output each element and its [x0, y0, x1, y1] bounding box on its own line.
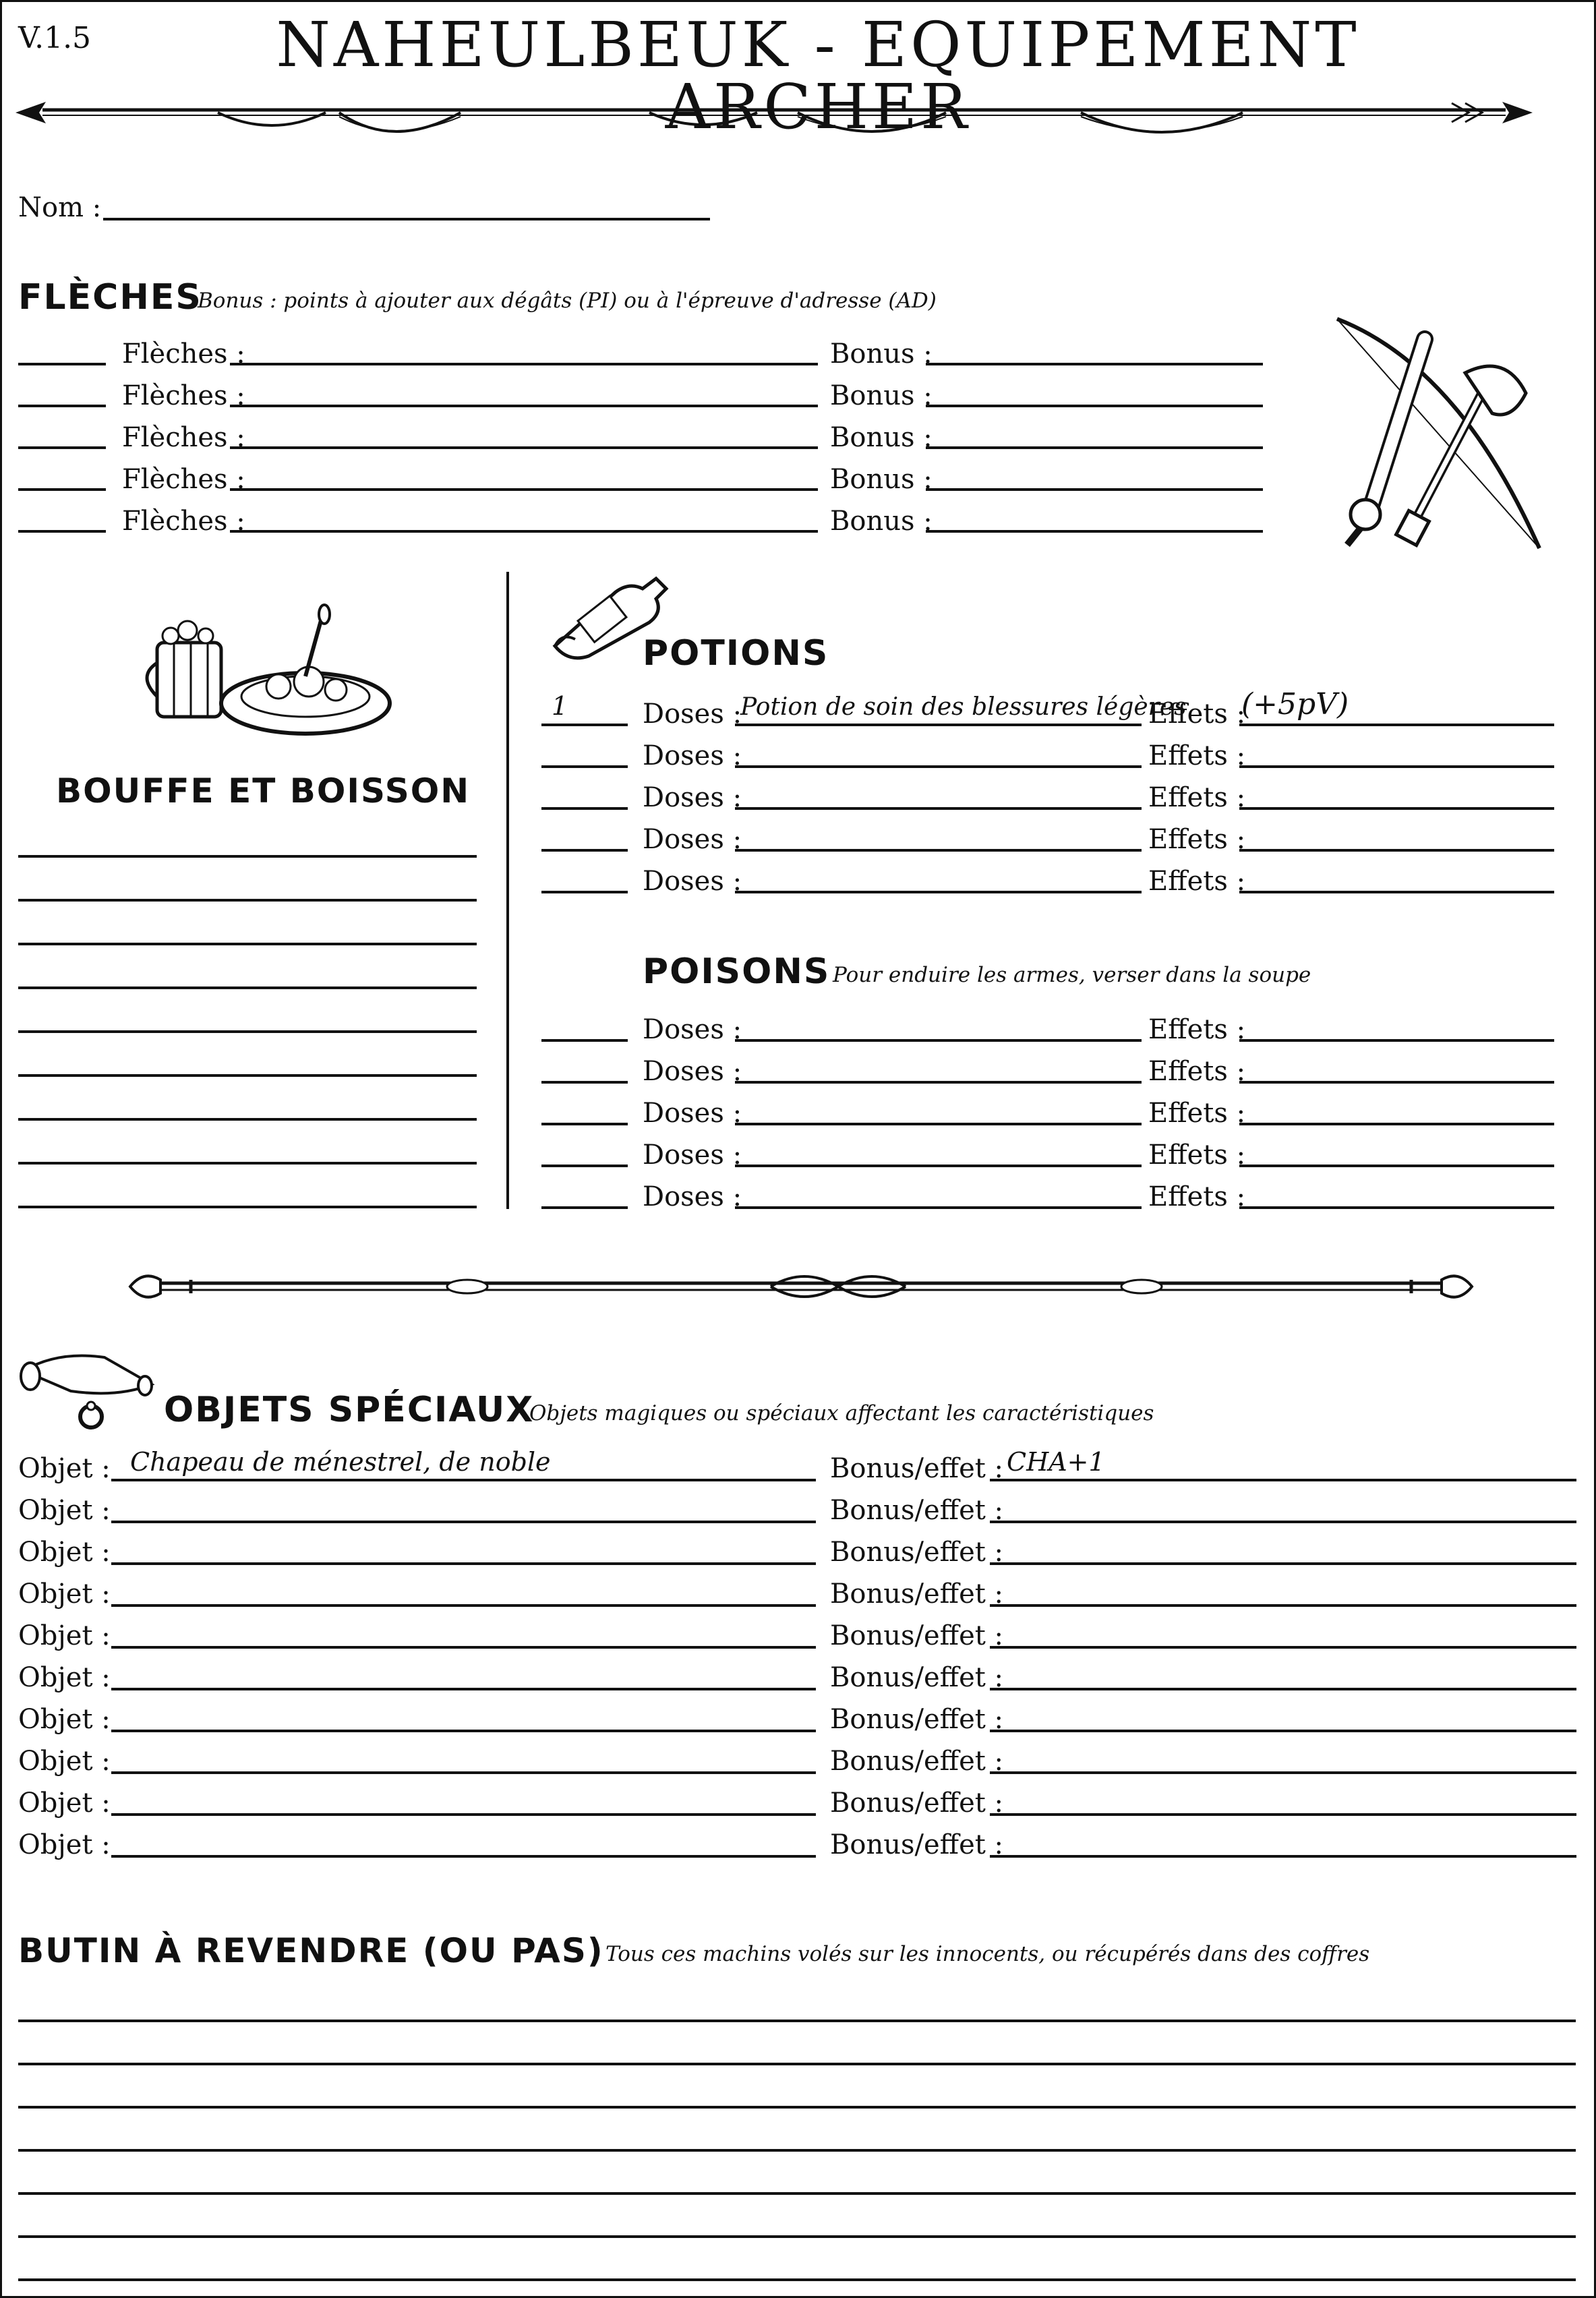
- fleches-bonus-line: [926, 446, 1263, 449]
- objet-line: [111, 1813, 816, 1816]
- potion-doses-label: Doses :: [643, 740, 742, 771]
- objet-label: Objet :: [18, 1829, 111, 1860]
- potion-effect-line: [1239, 807, 1554, 810]
- objet-line: [111, 1730, 816, 1732]
- objet-bonus-label: Bonus/effet :: [830, 1788, 1004, 1819]
- potion-qty-line: [541, 891, 628, 893]
- potions-title: POTIONS: [643, 633, 829, 674]
- fleches-label: Flèches :: [122, 380, 245, 411]
- bouffe-line: [18, 943, 477, 945]
- fleches-qty-line: [18, 488, 106, 491]
- poison-effect-line: [1239, 1039, 1554, 1042]
- objet-bonus-line: [990, 1479, 1576, 1481]
- objet-bonus-label: Bonus/effet :: [830, 1453, 1004, 1484]
- objet-label: Objet :: [18, 1579, 111, 1610]
- bouffe-line: [18, 1074, 477, 1077]
- objets-note: Objets magiques ou spéciaux affectant les caractéristiques: [529, 1401, 1154, 1425]
- potion-effets-label: Effets :: [1148, 699, 1246, 730]
- objet-bonus-line: [990, 1730, 1576, 1732]
- potion-dose-value[interactable]: Potion de soin des blessures légères: [740, 693, 1187, 721]
- fleches-qty-line: [18, 446, 106, 449]
- fleches-title: FLÈCHES: [18, 277, 202, 318]
- fleches-bonus-line: [926, 363, 1263, 365]
- arrow-divider-icon: [16, 90, 1533, 144]
- bouffe-line: [18, 855, 477, 858]
- fleches-value-line: [230, 530, 818, 533]
- objet-bonus-line: [990, 1855, 1576, 1858]
- butin-line: [18, 2235, 1576, 2238]
- poison-doses-label: Doses :: [643, 1056, 742, 1087]
- poison-doses-label: Doses :: [643, 1098, 742, 1129]
- poison-dose-line: [735, 1123, 1142, 1125]
- bouffe-line: [18, 899, 477, 902]
- objet-line: [111, 1562, 816, 1565]
- objet-bonus-label: Bonus/effet :: [830, 1704, 1004, 1735]
- fleches-value-line: [230, 446, 818, 449]
- poison-doses-label: Doses :: [643, 1181, 742, 1212]
- bouffe-line: [18, 986, 477, 989]
- staff-divider-icon: [130, 1263, 1472, 1310]
- poison-effets-label: Effets :: [1148, 1014, 1246, 1045]
- objet-bonus-line: [990, 1688, 1576, 1690]
- potion-dose-line: [735, 891, 1142, 893]
- poison-effets-label: Effets :: [1148, 1056, 1246, 1087]
- fleches-bonus-label: Bonus :: [830, 338, 933, 370]
- potion-effets-label: Effets :: [1148, 824, 1246, 855]
- potion-doses-label: Doses :: [643, 866, 742, 897]
- scroll-ring-icon: [17, 1344, 158, 1432]
- objet-bonus-line: [990, 1604, 1576, 1607]
- objet-bonus-value[interactable]: CHA+1: [1007, 1447, 1105, 1477]
- poison-effect-line: [1239, 1081, 1554, 1084]
- objet-label: Objet :: [18, 1453, 111, 1484]
- objet-label: Objet :: [18, 1495, 111, 1526]
- fleches-bonus-label: Bonus :: [830, 506, 933, 537]
- poisons-note: Pour enduire les armes, verser dans la soupe: [833, 963, 1311, 987]
- potion-effect-line: [1239, 724, 1554, 726]
- objet-label: Objet :: [18, 1704, 111, 1735]
- poison-qty-line: [541, 1165, 628, 1167]
- fleches-label: Flèches :: [122, 464, 245, 495]
- objet-bonus-line: [990, 1813, 1576, 1816]
- objet-line: [111, 1646, 816, 1649]
- objet-label: Objet :: [18, 1620, 111, 1651]
- poison-dose-line: [735, 1165, 1142, 1167]
- bouffe-line: [18, 1118, 477, 1121]
- version-label: V.1.5: [18, 21, 92, 55]
- name-line: [103, 218, 710, 220]
- objet-bonus-line: [990, 1771, 1576, 1774]
- fleches-value-line: [230, 405, 818, 407]
- objets-title: OBJETS SPÉCIAUX: [164, 1390, 535, 1430]
- butin-line: [18, 2063, 1576, 2065]
- bouffe-title: BOUFFE ET BOISSON: [56, 771, 471, 811]
- objet-label: Objet :: [18, 1537, 111, 1568]
- poison-effect-line: [1239, 1206, 1554, 1209]
- objet-bonus-label: Bonus/effet :: [830, 1495, 1004, 1526]
- poison-effect-line: [1239, 1165, 1554, 1167]
- objet-bonus-line: [990, 1521, 1576, 1523]
- fleches-label: Flèches :: [122, 422, 245, 453]
- fleches-qty-line: [18, 363, 106, 365]
- potion-effets-label: Effets :: [1148, 782, 1246, 813]
- poison-effets-label: Effets :: [1148, 1181, 1246, 1212]
- fleches-qty-line: [18, 530, 106, 533]
- bouffe-line: [18, 1030, 477, 1033]
- objet-bonus-label: Bonus/effet :: [830, 1620, 1004, 1651]
- potion-qty-line: [541, 807, 628, 810]
- name-label: Nom :: [18, 192, 102, 223]
- objet-label: Objet :: [18, 1746, 111, 1777]
- potion-qty-line: [541, 765, 628, 768]
- poison-dose-line: [735, 1039, 1142, 1042]
- potion-doses-label: Doses :: [643, 824, 742, 855]
- fleches-note: Bonus : points à ajouter aux dégâts (PI) ou à l'épreuve d'adresse (AD): [198, 289, 937, 313]
- bouffe-line: [18, 1162, 477, 1165]
- objet-bonus-label: Bonus/effet :: [830, 1662, 1004, 1693]
- fleches-value-line: [230, 488, 818, 491]
- potion-qty[interactable]: 1: [552, 691, 568, 721]
- butin-line: [18, 2149, 1576, 2152]
- objet-bonus-label: Bonus/effet :: [830, 1537, 1004, 1568]
- bouffe-line: [18, 1206, 477, 1208]
- fleches-bonus-line: [926, 530, 1263, 533]
- fleches-label: Flèches :: [122, 506, 245, 537]
- poison-qty-line: [541, 1039, 628, 1042]
- objet-line: [111, 1479, 816, 1481]
- page-title: NAHEULBEUK - EQUIPEMENT ARCHER: [276, 9, 1360, 143]
- poison-doses-label: Doses :: [643, 1014, 742, 1045]
- fleches-value-line: [230, 363, 818, 365]
- potion-dose-line: [735, 724, 1142, 726]
- potion-effets-label: Effets :: [1148, 740, 1246, 771]
- poison-qty-line: [541, 1081, 628, 1084]
- objet-bonus-line: [990, 1562, 1576, 1565]
- potion-effect-line: [1239, 765, 1554, 768]
- poison-qty-line: [541, 1206, 628, 1209]
- objet-value[interactable]: Chapeau de ménestrel, de noble: [130, 1447, 551, 1477]
- butin-line: [18, 2020, 1576, 2022]
- poison-qty-line: [541, 1123, 628, 1125]
- fleches-bonus-label: Bonus :: [830, 464, 933, 495]
- potion-qty-line: [541, 849, 628, 852]
- fleches-qty-line: [18, 405, 106, 407]
- butin-line: [18, 2278, 1576, 2281]
- poison-effect-line: [1239, 1123, 1554, 1125]
- bow-sword-axe-icon: [1324, 312, 1566, 555]
- objet-bonus-label: Bonus/effet :: [830, 1829, 1004, 1860]
- butin-note: Tous ces machins volés sur les innocents, ou récupérés dans des coffres: [605, 1942, 1370, 1966]
- fleches-bonus-line: [926, 488, 1263, 491]
- butin-line: [18, 2106, 1576, 2109]
- potion-doses-label: Doses :: [643, 699, 742, 730]
- potion-effect-value[interactable]: (+5pV): [1241, 687, 1349, 721]
- objet-label: Objet :: [18, 1788, 111, 1819]
- objet-bonus-label: Bonus/effet :: [830, 1579, 1004, 1610]
- column-divider: [506, 572, 509, 1209]
- fleches-label: Flèches :: [122, 338, 245, 370]
- poison-doses-label: Doses :: [643, 1140, 742, 1171]
- poison-effets-label: Effets :: [1148, 1098, 1246, 1129]
- poison-effets-label: Effets :: [1148, 1140, 1246, 1171]
- potion-dose-line: [735, 765, 1142, 768]
- poison-dose-line: [735, 1206, 1142, 1209]
- objet-line: [111, 1521, 816, 1523]
- objet-line: [111, 1855, 816, 1858]
- objet-line: [111, 1604, 816, 1607]
- objet-bonus-line: [990, 1646, 1576, 1649]
- fleches-bonus-line: [926, 405, 1263, 407]
- poisons-title: POISONS: [643, 951, 831, 992]
- objet-line: [111, 1688, 816, 1690]
- food-tankard-icon: [137, 602, 393, 737]
- poison-dose-line: [735, 1081, 1142, 1084]
- butin-title: BUTIN À REVENDRE (OU PAS): [18, 1931, 604, 1970]
- potion-effets-label: Effets :: [1148, 866, 1246, 897]
- objet-label: Objet :: [18, 1662, 111, 1693]
- butin-line: [18, 2192, 1576, 2195]
- objet-bonus-label: Bonus/effet :: [830, 1746, 1004, 1777]
- potion-doses-label: Doses :: [643, 782, 742, 813]
- fleches-bonus-label: Bonus :: [830, 422, 933, 453]
- potion-effect-line: [1239, 891, 1554, 893]
- potion-dose-line: [735, 849, 1142, 852]
- potion-dose-line: [735, 807, 1142, 810]
- potion-qty-line: [541, 724, 628, 726]
- fleches-bonus-label: Bonus :: [830, 380, 933, 411]
- objet-line: [111, 1771, 816, 1774]
- potion-effect-line: [1239, 849, 1554, 852]
